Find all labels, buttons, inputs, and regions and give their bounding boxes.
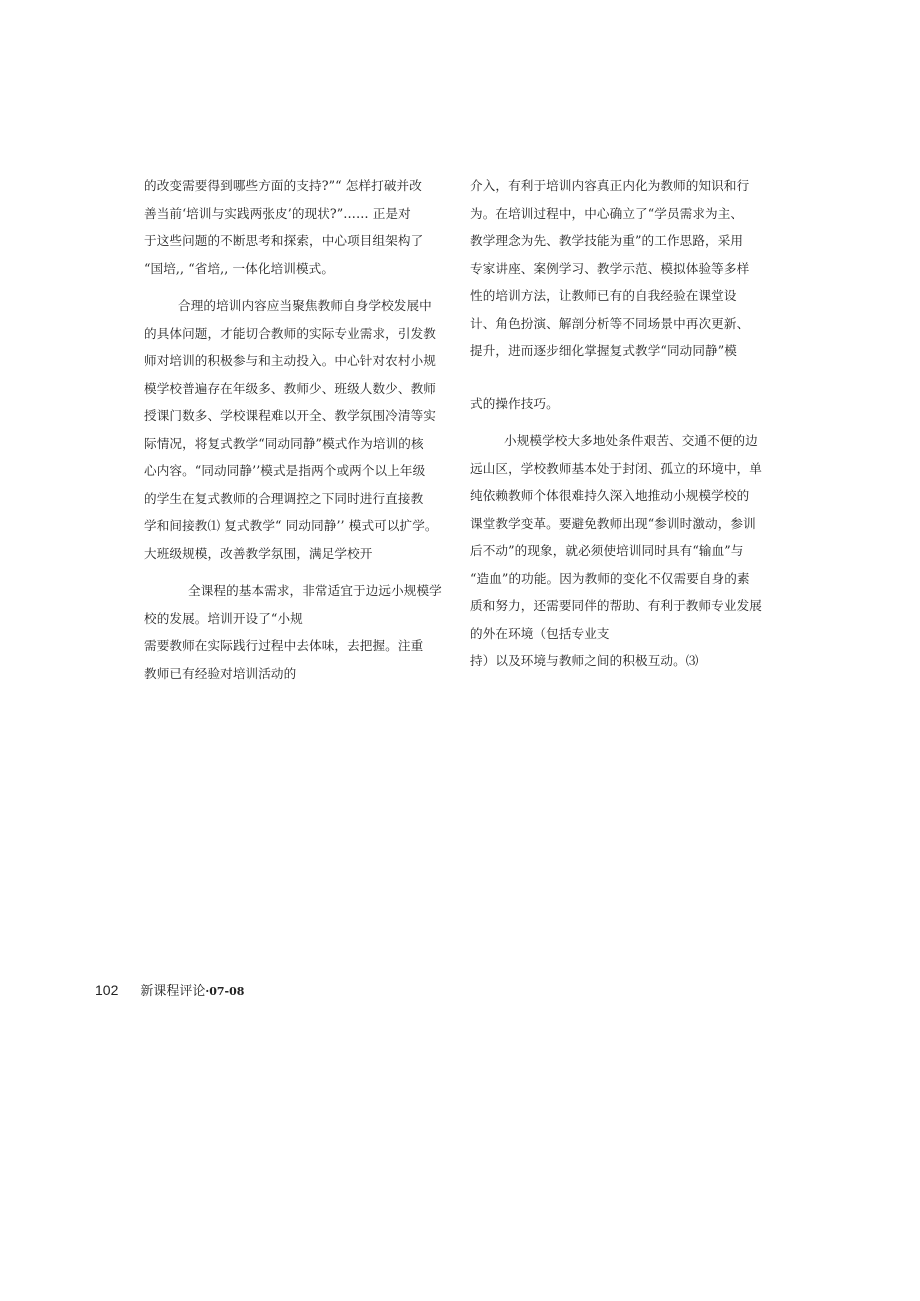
text-line: 需要教师在实际践行过程中去体味，去把握。注重 xyxy=(144,638,424,653)
text-line: 质和努力，还需要同伴的帮助、有利于教师专业发展 xyxy=(470,598,762,613)
left-text-column xyxy=(144,172,466,687)
text-line: 的改变需要得到哪些方面的支持?”“ 怎样打破并改 xyxy=(144,178,422,193)
text-line: 教师已有经验对培训活动的 xyxy=(144,665,297,681)
text-line: 于这些问题的不断思考和探索，中心项目组架构了 xyxy=(144,233,424,248)
text-line: 介入，有利于培训内容真正内化为教师的知识和行 xyxy=(470,178,750,193)
text-line: 的学生在复式教师的合理调控之下同时进行直接教 xyxy=(144,490,424,506)
text-line: 授课门数多、学校课程难以开全、教学氛围冷清等实 xyxy=(144,408,436,423)
text-line: 纯依赖教师个体很难持久深入地推动小规模学校的 xyxy=(470,488,750,503)
text-line: “国培,, “省培,, 一体化培训模式。 xyxy=(144,260,335,276)
text-line: 的具体问题，才能切合教师的实际专业需求，引发教 xyxy=(144,325,436,341)
text-line: 式的操作技巧。 xyxy=(470,395,559,411)
text-line: 计、角色扮演、解剖分析等不同场景中再次更新、 xyxy=(470,315,750,331)
paragraph-start-line: 合理的培训内容应当聚焦教师自身学校发展中 xyxy=(178,298,432,313)
text-line: 性的培训方法，让教师已有的自我经验在课堂设 xyxy=(470,288,737,303)
text-line: “造血”的功能。因为教师的变化不仅需要自身的素 xyxy=(470,570,750,586)
text-line: 的外在环境（包括专业支 xyxy=(470,625,610,641)
text-line: 后不动”的现象，就必须使培训同时具有“输血”与 xyxy=(470,543,744,558)
text-line: 际情况，将复式教学“同动同静”模式作为培训的核 xyxy=(144,435,424,451)
page-number: 102 xyxy=(95,982,119,998)
text-line: 专家讲座、案例学习、教学示范、模拟体验等多样 xyxy=(470,260,750,276)
text-line: 为。在培训过程中，中心确立了“学员需求为主、 xyxy=(470,205,744,221)
paragraph-start-line: 小规模学校大多地处条件艰苦、交通不便的边 xyxy=(504,433,758,448)
text-line: 远山区，学校教师基本处于封闭、孤立的环境中，单 xyxy=(470,460,762,476)
text-line: 大班级规模，改善教学氛围，满足学校开 xyxy=(144,545,373,561)
text-line: 课堂教学变革。要避免教师出现“参训时激动，参训 xyxy=(470,515,756,531)
text-line: 学和间接教⑴ 复式教学“ 同动同静’’ 模式可以扩学。 xyxy=(144,518,438,533)
text-line: 教学理念为先、教学技能为重”的工作思路，采用 xyxy=(470,233,744,248)
text-line: 全课程的基本需求，非常适宜于边远小规模学 xyxy=(188,583,442,598)
page-footer xyxy=(95,980,244,999)
text-line: 师对培训的积极参与和主动投入。中心针对农村小规 xyxy=(144,353,436,368)
text-line: 模学校普遍存在年级多、教师少、班级人数少、教师 xyxy=(144,380,436,396)
text-line: 提升，进而逐步细化掌握复式教学“同动同静”模 xyxy=(470,343,737,358)
journal-name: 新课程评论 xyxy=(140,984,206,999)
text-line: 校的发展。培训开设了“小规 xyxy=(144,610,303,626)
text-line: 持）以及环境与教师之间的积极互动。⑶ xyxy=(470,653,699,668)
right-text-column xyxy=(470,172,792,675)
text-line: 善当前‘培训与实践两张皮’的现状?”…… 正是对 xyxy=(144,205,411,221)
issue-number: ·07-08 xyxy=(205,985,245,998)
text-line: 心内容。“同动同静’’模式是指两个或两个以上年级 xyxy=(144,463,426,478)
